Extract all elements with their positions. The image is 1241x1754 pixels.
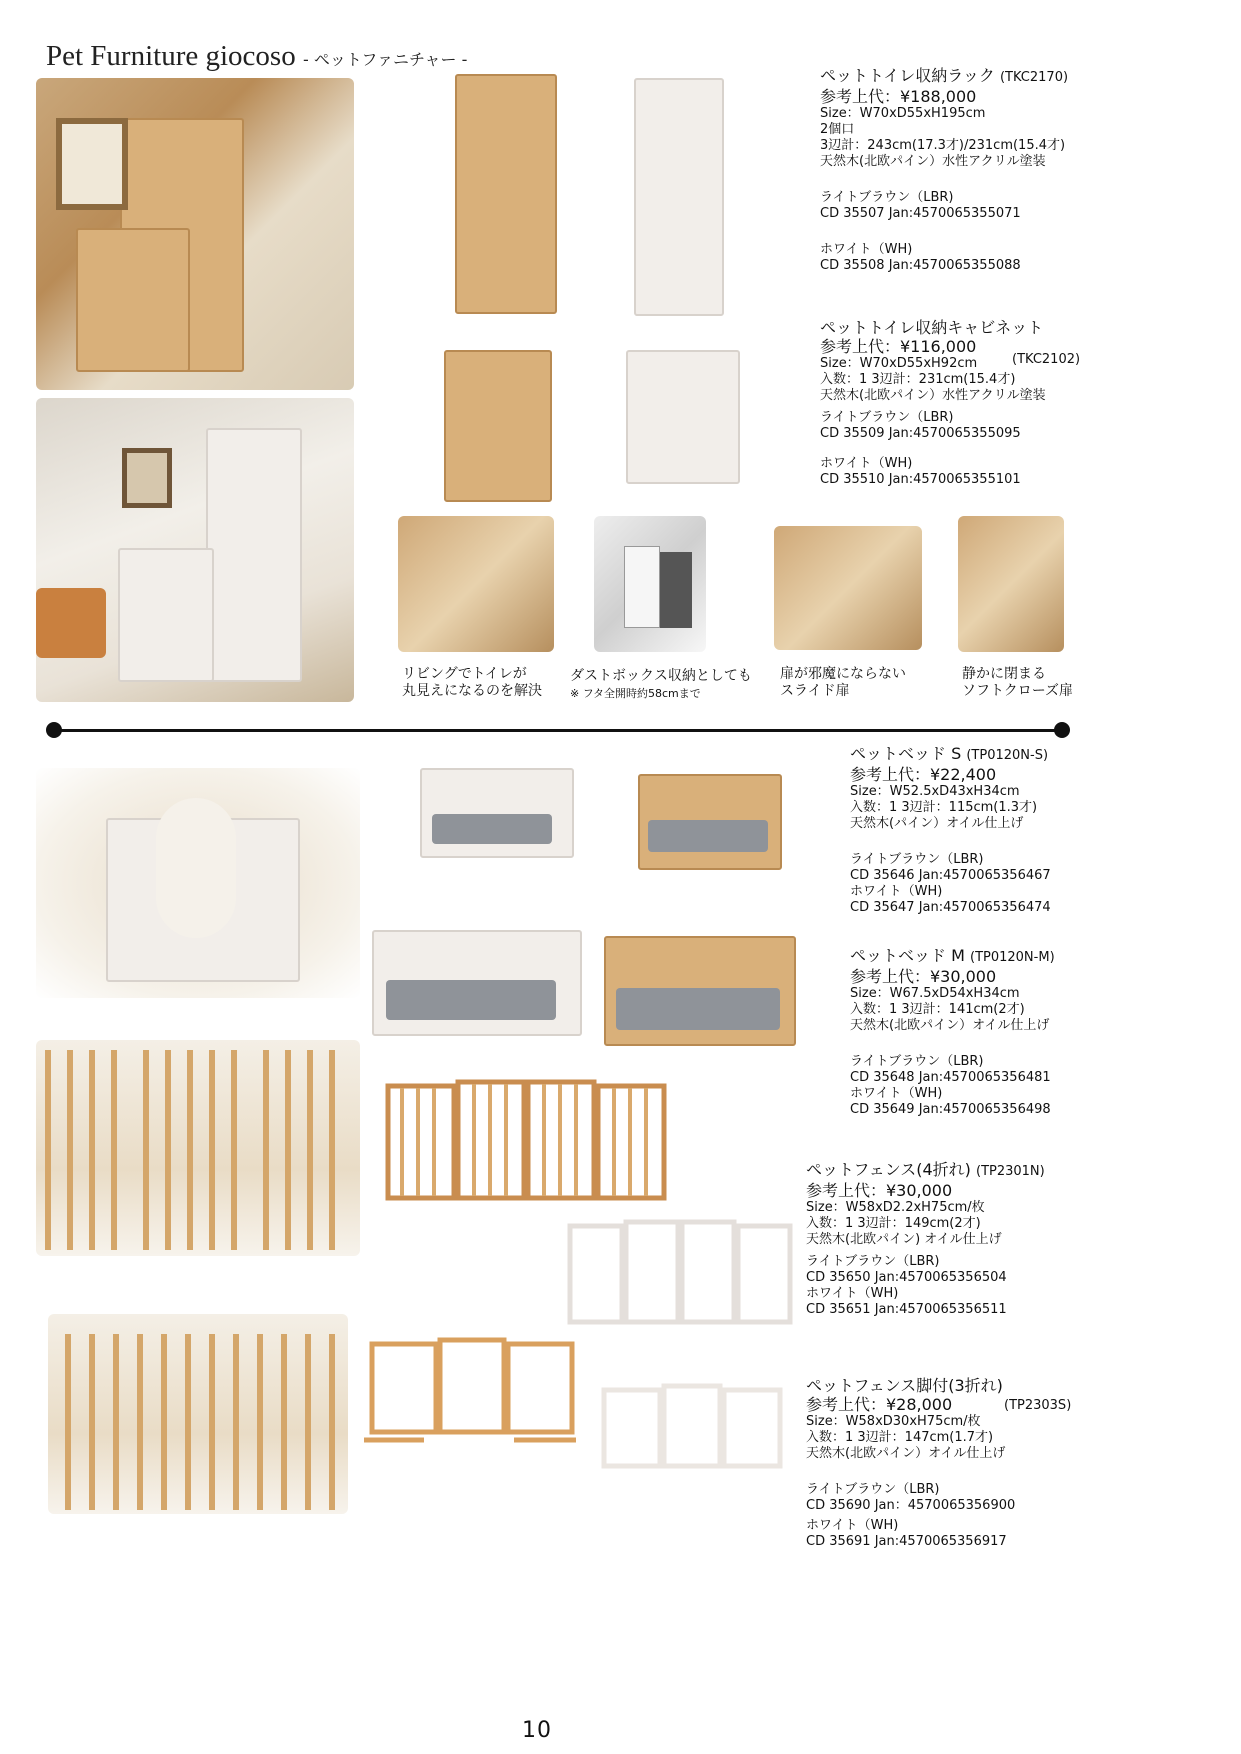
detail-photo-toilet (398, 516, 554, 652)
bed-photo-with-dog (36, 768, 360, 998)
fence3-info (806, 1376, 1015, 1550)
page-number: 10 (522, 1718, 552, 1743)
bed-m-code: (TP0120N-M) (970, 950, 1055, 965)
fence3-color1: ライトブラウン（LBR) (806, 1482, 940, 1497)
fence3-color2: ホワイト（WH) (806, 1518, 899, 1533)
fence4-image-white (566, 1218, 802, 1328)
cabinet-cd1: CD 35509 Jan:4570065355095 (820, 426, 1021, 441)
page-title (46, 40, 467, 73)
cabinet-name: ペットトイレ収納キャビネット (820, 318, 1044, 337)
fence4-info (806, 1160, 1045, 1318)
bed-m-cd1: CD 35648 Jan:4570065356481 (850, 1070, 1051, 1085)
room-photo-white (36, 398, 354, 702)
fence4-cd2: CD 35651 Jan:4570065356511 (806, 1302, 1007, 1317)
rack-color2: ホワイト（WH) (820, 242, 913, 257)
fence3-code: (TP2303S) (1004, 1398, 1072, 1413)
bed-s-color2: ホワイト（WH) (850, 884, 943, 899)
bed-s-code: (TP0120N-S) (966, 748, 1049, 763)
caption-slide-door: 扉が邪魔にならない スライド扉 (780, 666, 906, 699)
divider-dot-right (1054, 722, 1070, 738)
fence4-name: ペットフェンス(4折れ) (806, 1160, 971, 1179)
fence3-size: Size：W58xD30xH75cm/枚 (806, 1414, 981, 1429)
cabinet-price: 参考上代：¥116,000 (820, 337, 977, 356)
fence3-material: 天然木(北欧パイン）オイル仕上げ (806, 1446, 1006, 1461)
fence4-image-light-brown (384, 1076, 674, 1206)
bed-m-cd2: CD 35649 Jan:4570065356498 (850, 1102, 1051, 1117)
caption-soft-close: 静かに閉まる ソフトクローズ扉 (962, 666, 1074, 699)
rack-info (820, 66, 1068, 274)
cabinet-material: 天然木(北欧パイン）水性アクリル塗装 (820, 388, 1046, 403)
fence4-code: (TP2301N) (976, 1164, 1045, 1179)
fence3-price: 参考上代：¥28,000 (806, 1395, 953, 1414)
cabinet-color1: ライトブラウン（LBR) (820, 410, 954, 425)
rack-code: (TKC2170) (999, 70, 1069, 85)
caption-hidden-toilet: リビングでトイレが 丸見えになるのを解決 (402, 666, 542, 699)
fence3-image-light-brown (364, 1336, 578, 1448)
fence-legs-photo-with-dogs (48, 1314, 348, 1514)
rack-size: Size：W70xD55xH195cm (820, 106, 986, 121)
bed-s-qty-dims: 入数：1 3辺計：115cm(1.3才) (850, 800, 1038, 815)
cabinet-image-light-brown (444, 350, 552, 502)
cabinet-code: (TKC2102) (1012, 352, 1081, 367)
bed-m-info (850, 946, 1055, 1118)
bed-s-size: Size：W52.5xD43xH34cm (850, 784, 1020, 799)
rack-qty: 2個口 (820, 122, 855, 137)
section-divider (54, 729, 1062, 732)
rack-color1: ライトブラウン（LBR) (820, 190, 954, 205)
bed-m-name: ペットベッド M (850, 946, 965, 965)
fence4-cd1: CD 35650 Jan:4570065356504 (806, 1270, 1007, 1285)
rack-price: 参考上代：¥188,000 (820, 87, 977, 106)
detail-photo-soft-close (958, 516, 1064, 652)
bed-m-image-white (372, 930, 582, 1036)
fence4-size: Size：W58xD2.2xH75cm/枚 (806, 1200, 985, 1215)
bed-s-color1: ライトブラウン（LBR) (850, 852, 984, 867)
cabinet-color2: ホワイト（WH) (820, 456, 913, 471)
bed-s-material: 天然木(パイン）オイル仕上げ (850, 816, 1024, 831)
rack-image-light-brown (455, 74, 557, 314)
bed-m-image-light-brown (604, 936, 796, 1046)
detail-photo-dustbox (594, 516, 706, 652)
rack-material: 天然木(北欧パイン）水性アクリル塗装 (820, 154, 1046, 169)
rack-cd2: CD 35508 Jan:4570065355088 (820, 258, 1021, 273)
fence3-cd1: CD 35690 Jan：4570065356900 (806, 1498, 1016, 1513)
bed-s-image-white (420, 768, 574, 858)
bed-m-price: 参考上代：¥30,000 (850, 967, 997, 986)
title-text: Pet Furniture giocoso (46, 40, 296, 72)
cabinet-qty-dims: 入数：1 3辺計：231cm(15.4才) (820, 372, 1016, 387)
cabinet-info (820, 318, 1046, 488)
bed-m-material: 天然木(北欧パイン）オイル仕上げ (850, 1018, 1050, 1033)
bed-m-qty-dims: 入数：1 3辺計：141cm(2才) (850, 1002, 1025, 1017)
room-photo-wood (36, 78, 354, 390)
fence4-price: 参考上代：¥30,000 (806, 1181, 953, 1200)
bed-m-color2: ホワイト（WH) (850, 1086, 943, 1101)
bed-s-info (850, 744, 1051, 916)
fence3-name: ペットフェンス脚付(3折れ) (806, 1376, 1003, 1395)
cabinet-size: Size：W70xD55xH92cm (820, 356, 978, 371)
bed-m-size: Size：W67.5xD54xH34cm (850, 986, 1020, 1001)
rack-cd1: CD 35507 Jan:4570065355071 (820, 206, 1021, 221)
rack-image-white (634, 78, 724, 316)
cabinet-cd2: CD 35510 Jan:4570065355101 (820, 472, 1021, 487)
rack-name: ペットトイレ収納ラック (820, 66, 995, 85)
fence3-image-white (596, 1382, 792, 1482)
fence4-material: 天然木(北欧パイン) オイル仕上げ (806, 1232, 1002, 1247)
bed-s-image-light-brown (638, 774, 782, 870)
fence4-color1: ライトブラウン（LBR) (806, 1254, 940, 1269)
rack-dims: 3辺計：243cm(17.3才)/231cm(15.4才) (820, 138, 1066, 153)
detail-photo-slide-door (774, 526, 922, 650)
fence4-qty-dims: 入数：1 3辺計：149cm(2才) (806, 1216, 981, 1231)
fence3-cd2: CD 35691 Jan:4570065356917 (806, 1534, 1007, 1549)
fence3-qty-dims: 入数：1 3辺計：147cm(1.7才) (806, 1430, 994, 1445)
bed-m-color1: ライトブラウン（LBR) (850, 1054, 984, 1069)
fence4-color2: ホワイト（WH) (806, 1286, 899, 1301)
bed-s-cd2: CD 35647 Jan:4570065356474 (850, 900, 1051, 915)
bed-s-price: 参考上代：¥22,400 (850, 765, 997, 784)
bed-s-cd1: CD 35646 Jan:4570065356467 (850, 868, 1051, 883)
title-subtitle: - ペットファニチャー - (302, 50, 468, 69)
cabinet-image-white (626, 350, 740, 484)
bed-s-name: ペットベッド S (850, 744, 962, 763)
fence-photo-with-dog (36, 1040, 360, 1256)
caption-dustbox: ダストボックス収納としても ※ フタ全開時約58cmまで (570, 668, 752, 700)
